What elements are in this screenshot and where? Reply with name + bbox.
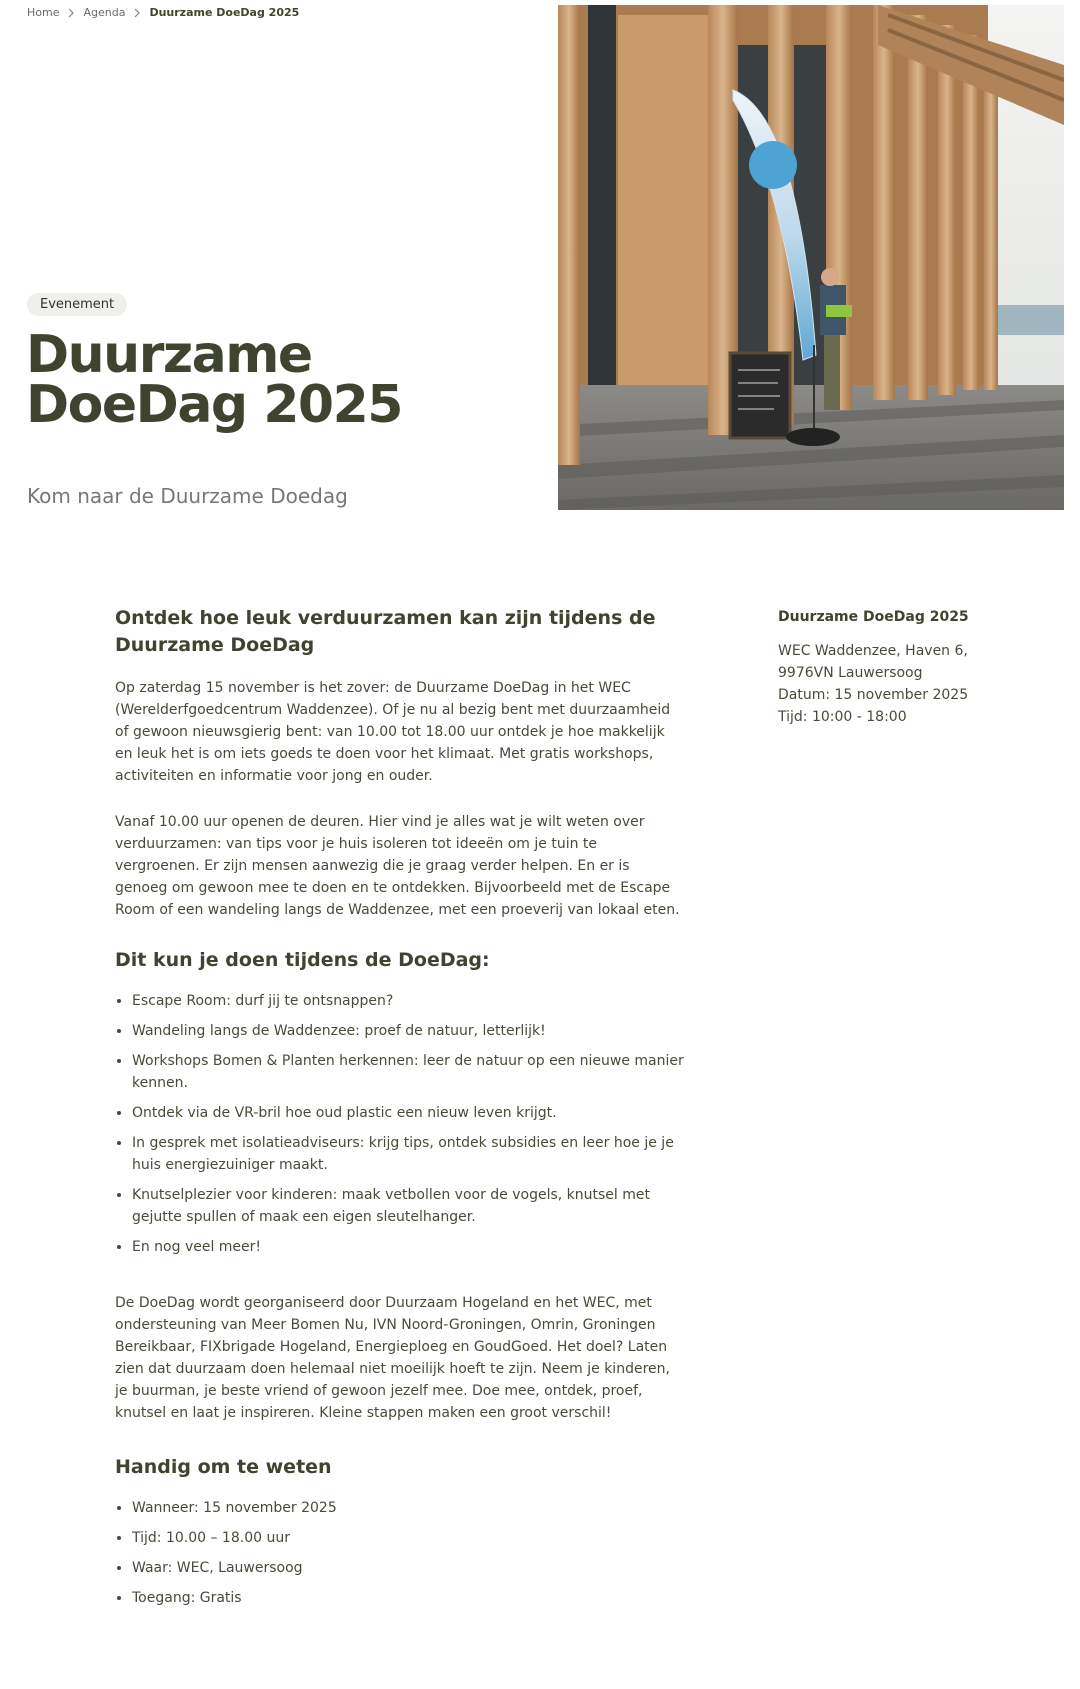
breadcrumb: [27, 6, 299, 19]
list-item: • Tijd: 10.00 – 18.00 uur: [132, 1527, 685, 1549]
main-content: [115, 605, 685, 1617]
category-badge: Evenement: [27, 293, 127, 316]
list-item: • Waar: WEC, Lauwersoog: [132, 1557, 685, 1579]
list-item: • Knutselplezier voor kinderen: maak vetbollen voor de vogels, knutsel met gejutte spullen of maak een eigen sleutelhanger.: [132, 1184, 685, 1228]
activities-list: [115, 990, 685, 1258]
chevron-right-icon: [134, 8, 140, 18]
list-item: • En nog veel meer!: [132, 1236, 685, 1258]
list-item: • Workshops Bomen & Planten herkennen: leer de natuur op een nieuwe manier kennen.: [132, 1050, 685, 1094]
activities-heading: Dit kun je doen tijdens de DoeDag:: [115, 949, 490, 971]
event-details: [778, 606, 1008, 728]
breadcrumb-agenda-link[interactable]: Agenda: [83, 6, 126, 19]
list-item: • Toegang: Gratis: [132, 1587, 685, 1609]
breadcrumb-current: Duurzame DoeDag 2025: [149, 6, 300, 19]
breadcrumb-home-link[interactable]: Home: [27, 6, 60, 19]
page-title: Duurzame DoeDag 2025: [26, 325, 402, 435]
intro-paragraph: Op zaterdag 15 november is het zover: de Duurzame DoeDag in het WEC (Werelderfgoedcentrum Waddenzee). Of je nu al bezig bent met duurzaamheid of gewoon nieuwsgierig bent: van 10.00 tot 18.00 uur ontdek je hoe makkelijk en leuk het is om iets goeds te doen voor het klimaat. Met gratis workshops, activiteiten en informatie voor jong en ouder.: [115, 680, 671, 784]
list-item: • In gesprek met isolatieadviseurs: krijg tips, ontdek subsidies en leer hoe je je huis energiezuiniger maakt.: [132, 1132, 685, 1176]
page-subtitle: Kom naar de Duurzame Doedag: [27, 484, 348, 508]
hero-image: [558, 5, 1064, 510]
list-item: • Wanneer: 15 november 2025: [132, 1497, 685, 1519]
event-address-line2: 9976VN Lauwersoog: [778, 665, 923, 681]
event-time: Tijd: 10:00 - 18:00: [778, 709, 907, 725]
opening-paragraph: Vanaf 10.00 uur openen de deuren. Hier vind je alles wat je wilt weten over verduurzamen: van tips voor je huis isoleren tot ideeën om je tuin te vergroenen. Er zijn mensen aanwezig die je graag verder helpen. En er is genoeg om gewoon mee te doen en te ontdekken. Bijvoorbeeld met de Escape Room of een wandeling langs de Waddenzee, met een proeverij van lokaal eten.: [115, 814, 680, 918]
organizers-paragraph: De DoeDag wordt georganiseerd door Duurzaam Hogeland en het WEC, met ondersteuning van Meer Bomen Nu, IVN Noord-Groningen, Omrin, Groningen Bereikbaar, FIXbrigade Hogeland, Energieploeg en GoudGoed. Het doel? Laten zien dat duurzaam doen helemaal niet moeilijk hoeft te zijn. Neem je kinderen, je buurman, je beste vriend of gewoon jezelf mee. Doe mee, ontdek, proef, knutsel en laat je inspireren. Kleine stappen maken een groot verschil!: [115, 1295, 670, 1421]
event-date: Datum: 15 november 2025: [778, 687, 969, 703]
event-details-title: Duurzame DoeDag 2025: [778, 609, 969, 625]
useful-info-heading: Handig om te weten: [115, 1456, 332, 1478]
chevron-right-icon: [68, 8, 74, 18]
list-item: • Escape Room: durf jij te ontsnappen?: [132, 990, 685, 1012]
event-address-line1: WEC Waddenzee, Haven 6,: [778, 643, 968, 659]
intro-heading: Ontdek hoe leuk verduurzamen kan zijn tijdens de Duurzame DoeDag: [115, 607, 656, 656]
info-list: [115, 1497, 685, 1609]
list-item: • Ontdek via de VR-bril hoe oud plastic een nieuw leven krijgt.: [132, 1102, 685, 1124]
list-item: • Wandeling langs de Waddenzee: proef de natuur, letterlijk!: [132, 1020, 685, 1042]
